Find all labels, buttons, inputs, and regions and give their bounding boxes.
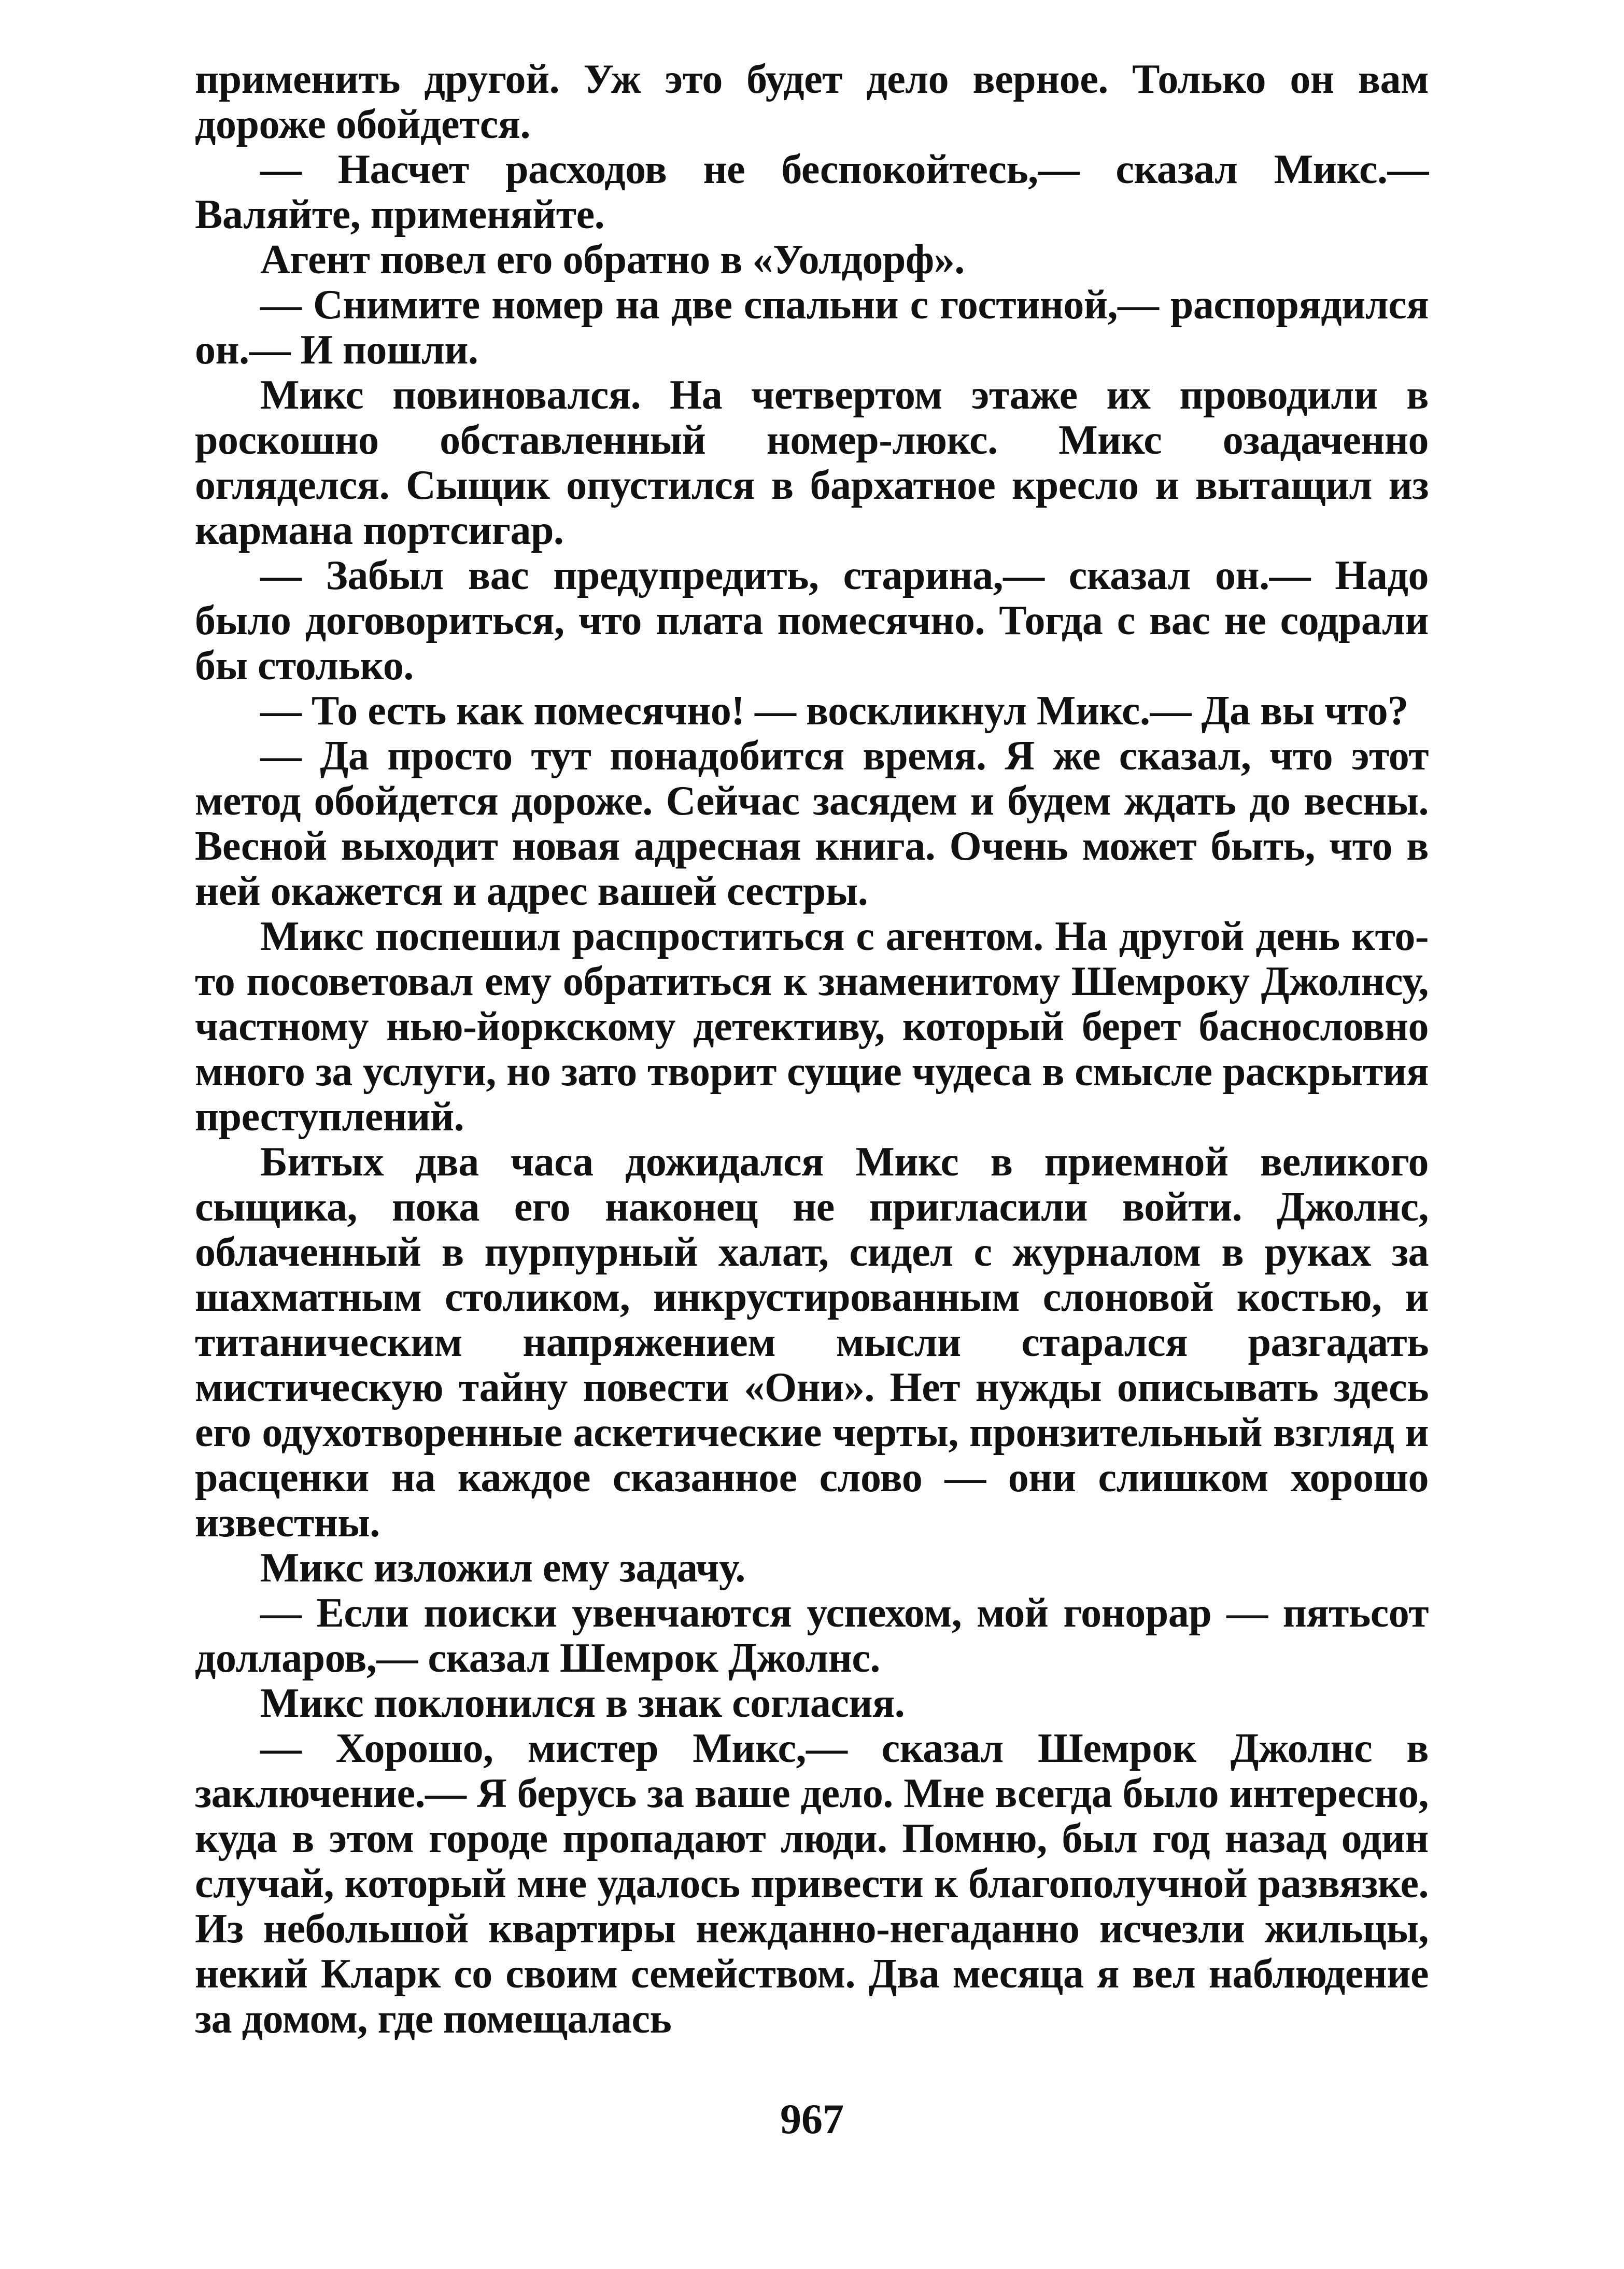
paragraph: Агент повел его обратно в «Уолдорф». — [260, 237, 965, 283]
page-number: 967 — [780, 2095, 844, 2142]
paragraph: — То есть как помесячно! — воскликнул Микс.— Да вы что? — [260, 688, 1408, 734]
paragraph: Микс поклонился в знак согласия. — [260, 1680, 905, 1726]
body-text — [195, 57, 1429, 2042]
paragraph: — Да просто тут понадобится время. Я же сказал, что этот метод обойдется дороже. Сейчас засядем и будем ждать до весны. Весной выходит новая адресная книга. Очень может быть, что в ней окажется и адрес вашей сестры. — [195, 733, 1429, 914]
paragraph: — Забыл вас предупредить, старина,— сказал он.— Надо было договориться, что плата помесячно. Тогда с вас не содрали бы столько. — [195, 553, 1429, 689]
paragraph: — Насчет расходов не беспокойтесь,— сказал Микс.— Валяйте, применяйте. — [195, 147, 1429, 237]
paragraph: применить другой. Уж это будет дело верное. Только он вам дороже обойдется. — [195, 57, 1429, 147]
paragraph: — Снимите номер на две спальни с гостиной,— распорядился он.— И пошли. — [195, 282, 1429, 373]
paragraph: Микс поспешил распроститься с агентом. На другой день кто-то посоветовал ему обратиться к знаменитому Шемроку Джолнсу, частному нью-йоркскому детективу, который берет баснословно много за услуги, но зато творит сущие чудеса в смысле раскрытия преступлений. — [195, 914, 1429, 1140]
paragraph: — Хорошо, мистер Микс,— сказал Шемрок Джолнс в заключение.— Я берусь за ваше дело. Мне всегда было интересно, куда в этом городе пропадают люди. Помню, был год назад один случай, который мне удалось привести к благополучной развязке. Из небольшой квартиры нежданно-негаданно исчезли жильцы, некий Кларк со своим семейством. Два месяца я вел наблюдение за домом, где помещалась — [195, 1726, 1429, 2042]
paragraph: — Если поиски увенчаются успехом, мой гонорар — пятьсот долларов,— сказал Шемрок Джолнс. — [195, 1590, 1429, 1681]
paragraph: Битых два часа дожидался Микс в приемной великого сыщика, пока его наконец не пригласили войти. Джолнс, облаченный в пурпурный халат, сидел с журналом в руках за шахматным столиком, инкрустированным слоновой костью, и титаническим напряжением мысли старался разгадать мистическую тайну повести «Они». Нет нужды описывать здесь его одухотворенные аскетические черты, пронзительный взгляд и расценки на каждое сказанное слово — они слишком хорошо известны. — [195, 1139, 1429, 1546]
paragraph: Микс повиновался. На четвертом этаже их проводили в роскошно обставленный номер-люкс. Микс озадаченно огляделся. Сыщик опустился в бархатное кресло и вытащил из кармана портсигар. — [195, 372, 1429, 553]
paragraph: Микс изложил ему задачу. — [260, 1545, 745, 1591]
